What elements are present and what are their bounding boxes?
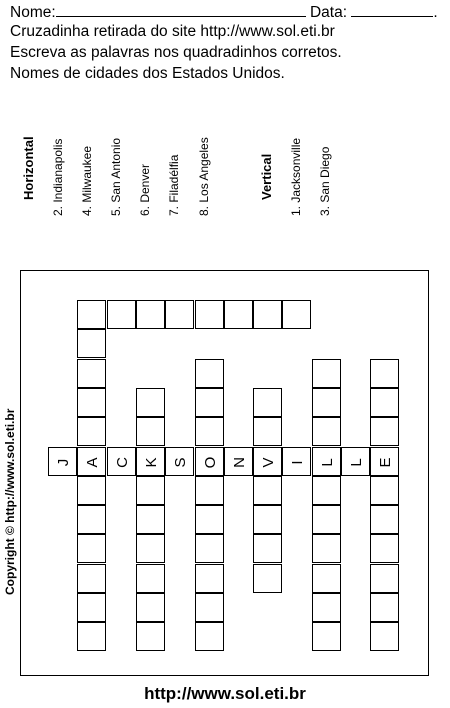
crossword-cell[interactable]	[253, 476, 282, 505]
crossword-cell[interactable]	[282, 447, 311, 476]
crossword-cell[interactable]	[312, 534, 341, 563]
crossword-cell[interactable]	[253, 388, 282, 417]
horizontal-clue-2: 2. Indianapolis	[51, 138, 65, 216]
vertical-clue-3: 3. San Diego	[318, 146, 332, 216]
name-label: Nome:	[10, 4, 56, 21]
crossword-cell[interactable]	[77, 447, 106, 476]
cell-letter: E	[377, 457, 395, 468]
horizontal-clue-8: 8. Los Angeles	[197, 137, 211, 216]
crossword-cell[interactable]	[195, 534, 224, 563]
instructions-line-2: Escreva as palavras nos quadradinhos corretos.	[10, 44, 342, 61]
crossword-cell[interactable]	[195, 359, 224, 388]
crossword-cell[interactable]	[136, 300, 165, 329]
crossword-cell[interactable]	[195, 300, 224, 329]
crossword-cell[interactable]	[312, 388, 341, 417]
crossword-cell[interactable]	[253, 417, 282, 446]
crossword-cell[interactable]	[107, 300, 136, 329]
crossword-cell[interactable]	[77, 622, 106, 651]
crossword-cell[interactable]	[312, 476, 341, 505]
crossword-cell[interactable]	[77, 300, 106, 329]
crossword-cell[interactable]	[77, 593, 106, 622]
crossword-cell[interactable]	[77, 388, 106, 417]
cell-letter: A	[84, 457, 102, 468]
vertical-clue-1: 1. Jacksonville	[289, 137, 303, 216]
crossword-cell[interactable]	[136, 622, 165, 651]
crossword-cell[interactable]	[253, 505, 282, 534]
crossword-cell[interactable]	[195, 622, 224, 651]
copyright-text: Copyright © http://www.sol.eti.br	[3, 408, 17, 595]
crossword-cell[interactable]	[370, 622, 399, 651]
horizontal-clue-7: 7. Filadélfia	[167, 154, 181, 216]
crossword-cell[interactable]	[77, 476, 106, 505]
crossword-cell[interactable]	[48, 447, 77, 476]
crossword-cell[interactable]	[312, 505, 341, 534]
cell-letter: J	[55, 458, 72, 466]
crossword-cell[interactable]	[370, 417, 399, 446]
crossword-cell[interactable]	[370, 447, 399, 476]
crossword-cell[interactable]	[77, 534, 106, 563]
crossword-cell[interactable]	[195, 417, 224, 446]
end-mark: .	[433, 4, 438, 21]
crossword-cell[interactable]	[195, 593, 224, 622]
crossword-cell[interactable]	[370, 534, 399, 563]
cell-letter: S	[172, 457, 190, 468]
crossword-cell[interactable]	[136, 388, 165, 417]
cell-letter: L	[348, 457, 365, 467]
crossword-cell[interactable]	[136, 505, 165, 534]
crossword-cell[interactable]	[77, 359, 106, 388]
date-blank[interactable]	[351, 2, 433, 17]
crossword-cell[interactable]	[224, 300, 253, 329]
vertical-clues-title: Vertical	[259, 153, 274, 200]
horizontal-clues-title: Horizontal	[21, 136, 36, 200]
name-blank[interactable]	[56, 2, 306, 17]
crossword-cell[interactable]	[136, 534, 165, 563]
crossword-cell[interactable]	[282, 300, 311, 329]
crossword-cell[interactable]	[370, 359, 399, 388]
cell-letter: O	[201, 456, 219, 468]
crossword-cell[interactable]	[195, 476, 224, 505]
crossword-cell[interactable]	[136, 447, 165, 476]
crossword-cell[interactable]	[370, 505, 399, 534]
cell-letter: N	[230, 456, 248, 468]
cell-letter: V	[260, 457, 278, 468]
cell-letter: K	[142, 457, 160, 468]
crossword-cell[interactable]	[370, 593, 399, 622]
crossword-cell[interactable]	[136, 564, 165, 593]
crossword-cell[interactable]	[195, 388, 224, 417]
footer-url: http://www.sol.eti.br	[144, 684, 306, 703]
cell-letter: I	[289, 459, 307, 465]
crossword-cell[interactable]	[312, 564, 341, 593]
crossword-cell[interactable]	[195, 505, 224, 534]
crossword-cell[interactable]	[312, 622, 341, 651]
cell-letter: L	[318, 457, 336, 467]
crossword-cell[interactable]	[136, 417, 165, 446]
date-label: Data:	[309, 4, 348, 21]
crossword-cell[interactable]	[195, 564, 224, 593]
crossword-cell[interactable]	[136, 476, 165, 505]
crossword-cell[interactable]	[253, 534, 282, 563]
horizontal-clue-6: 6. Denver	[138, 163, 152, 216]
crossword-cell[interactable]	[370, 388, 399, 417]
cell-letter: C	[113, 456, 131, 468]
crossword-cell[interactable]	[107, 447, 136, 476]
crossword-cell[interactable]	[77, 564, 106, 593]
crossword-cell[interactable]	[370, 476, 399, 505]
crossword-cell[interactable]	[312, 359, 341, 388]
crossword-cell[interactable]	[165, 447, 194, 476]
horizontal-clue-5: 5. San Antonio	[109, 137, 123, 216]
horizontal-clue-4: 4. Milwaukee	[80, 145, 94, 216]
crossword-cell[interactable]	[77, 417, 106, 446]
crossword-cell[interactable]	[312, 417, 341, 446]
instructions-line-1: Cruzadinha retirada do site http://www.sol.eti.br	[10, 23, 335, 40]
crossword-cell[interactable]	[195, 447, 224, 476]
crossword-cell[interactable]	[136, 593, 165, 622]
instructions-line-3: Nomes de cidades dos Estados Unidos.	[10, 65, 285, 82]
crossword-cell[interactable]	[224, 447, 253, 476]
crossword-cell[interactable]	[312, 447, 341, 476]
crossword-cell[interactable]	[253, 300, 282, 329]
crossword-cell[interactable]	[370, 564, 399, 593]
crossword-cell[interactable]	[77, 505, 106, 534]
crossword-cell[interactable]	[253, 564, 282, 593]
crossword-cell[interactable]	[77, 329, 106, 358]
crossword-cell[interactable]	[312, 593, 341, 622]
name-date-line	[10, 2, 438, 22]
crossword-cell[interactable]	[341, 447, 370, 476]
crossword-cell[interactable]	[165, 300, 194, 329]
crossword-cell[interactable]	[253, 447, 282, 476]
